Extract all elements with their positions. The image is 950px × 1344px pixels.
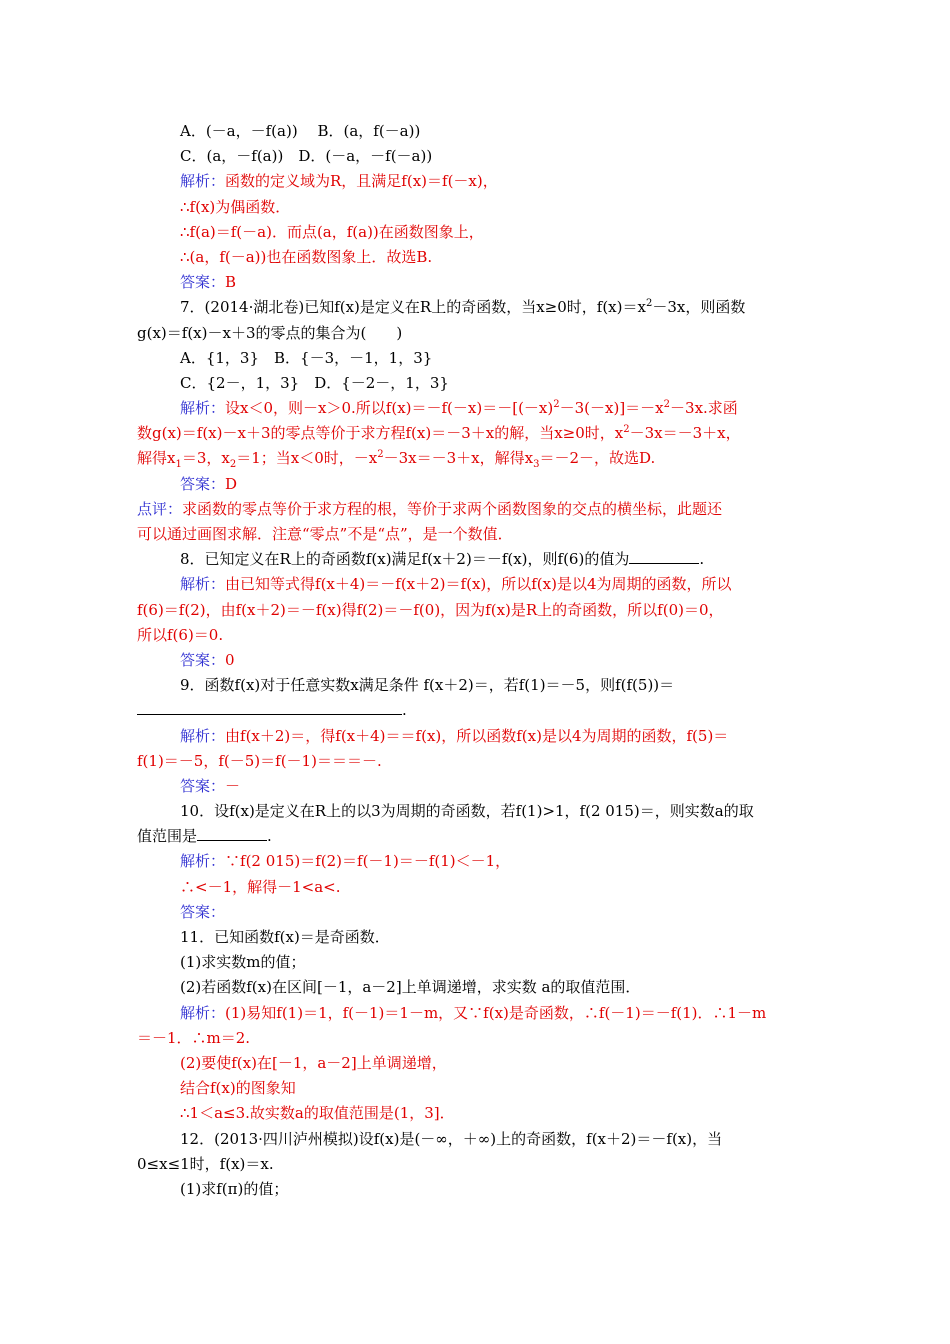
text-line	[137, 572, 817, 597]
section-label: 答案：	[180, 650, 226, 669]
section-label: 答案：	[180, 273, 226, 292]
text-line	[137, 522, 817, 547]
text-line	[137, 169, 817, 194]
text-segment: 值范围是	[137, 827, 198, 846]
text-segment: 所以f(6)＝0.	[137, 625, 224, 644]
text-line	[137, 598, 817, 623]
answer-blank	[137, 698, 402, 715]
text-line	[137, 799, 817, 824]
text-line	[137, 1051, 817, 1076]
text-line	[137, 875, 817, 900]
section-label: 解析：	[180, 399, 226, 418]
text-segment: ∴f(x)为偶函数．	[180, 197, 291, 216]
section-label: 答案：	[180, 902, 226, 921]
answer-blank	[197, 824, 267, 841]
text-segment: 0	[225, 650, 235, 669]
text-segment: ＝－2－，故选D.	[539, 449, 656, 468]
text-line	[137, 1177, 817, 1202]
text-segment: －3x＝－3＋x，	[629, 424, 741, 443]
text-line	[137, 195, 817, 220]
text-line	[137, 547, 817, 572]
text-line	[137, 270, 817, 295]
text-segment: 2	[623, 424, 630, 436]
text-line	[137, 698, 817, 723]
text-line	[137, 1076, 817, 1101]
text-line	[137, 975, 817, 1000]
text-segment: (1)易知f(1)＝1，f(－1)＝1－m，又∵f(x)是奇函数，∴f(－1)＝－f(1)．∴1－m	[225, 1003, 767, 1022]
text-segment: 7．(2014·湖北卷)已知f(x)是定义在R上的奇函数，当x≥0时，f(x)＝x	[180, 298, 646, 317]
text-segment: .	[402, 701, 407, 720]
text-segment: 设x＜0，则－x＞0.所以f(x)＝－f(－x)＝－[(－x)	[225, 399, 554, 418]
text-line	[137, 346, 817, 371]
text-segment: ＝3，x	[181, 449, 230, 468]
section-label: 解析：	[180, 852, 226, 871]
text-line	[137, 321, 817, 346]
text-line	[137, 749, 817, 774]
text-line	[137, 1001, 817, 1026]
text-segment: f(1)＝－5，f(－5)＝f(－1)＝＝＝－.	[137, 751, 382, 770]
text-segment: 2	[663, 399, 671, 411]
text-segment: .	[267, 827, 272, 846]
text-line	[137, 1026, 817, 1051]
text-segment: ∴(a，f(－a))也在函数图象上．故选B.	[180, 247, 433, 266]
text-line	[137, 119, 817, 144]
text-segment: －3(－x)]＝－x	[559, 399, 664, 418]
text-line	[137, 396, 817, 421]
text-segment: (2)若函数f(x)在区间[－1，a－2]上单调递增，求实数 a的取值范围．	[180, 978, 641, 997]
text-segment: －	[225, 776, 241, 795]
text-segment: 0≤x≤1时，f(x)＝x.	[137, 1154, 274, 1173]
answer-blank	[629, 547, 699, 564]
text-line	[137, 220, 817, 245]
text-segment: －3x，则函数	[652, 298, 746, 317]
text-segment: 2	[229, 459, 237, 471]
text-segment: ＝－1．∴m＝2.	[137, 1028, 251, 1047]
text-line	[137, 925, 817, 950]
text-segment: .	[699, 550, 705, 569]
section-label: 解析：	[180, 1003, 226, 1022]
text-line	[137, 849, 817, 874]
text-segment: 8．已知定义在R上的奇函数f(x)满足f(x＋2)＝－f(x)，则f(6)的值为	[180, 550, 630, 569]
text-segment: 求函数的零点等价于求方程的根，等价于求两个函数图象的交点的横坐标，此题还	[182, 499, 723, 518]
text-segment: 数g(x)＝f(x)－x＋3的零点等价于求方程f(x)＝－3＋x的解，当x≥0时，x	[137, 424, 624, 443]
section-label: 点评：	[137, 499, 183, 518]
text-segment: －3x.求函	[670, 399, 738, 418]
text-segment: 解得x	[137, 449, 176, 468]
text-line	[137, 1101, 817, 1126]
text-segment: 9．函数f(x)对于任意实数x满足条件 f(x＋2)＝，若f(1)＝－5，则f(f(5))＝	[180, 676, 675, 695]
document-page	[137, 119, 817, 1202]
text-line	[137, 900, 817, 925]
text-line	[137, 673, 817, 698]
text-line	[137, 421, 817, 446]
text-segment: 由已知等式得f(x＋4)＝－f(x＋2)＝f(x)，所以f(x)是以4为周期的函数，所以	[225, 575, 732, 594]
text-segment: g(x)＝f(x)－x＋3的零点的集合为( )	[137, 323, 403, 342]
text-segment: 10．设f(x)是定义在R上的以3为周期的奇函数，若f(1)>1，f(2 015)＝，则实数a的取	[180, 802, 754, 821]
text-segment: (1)求实数m的值；	[180, 953, 306, 972]
text-line	[137, 623, 817, 648]
text-segment: (1)求f(π)的值；	[180, 1179, 289, 1198]
text-segment: ∴1＜a≤3.故实数a的取值范围是(1，3]．	[180, 1104, 455, 1123]
text-segment: 11．已知函数f(x)＝是奇函数．	[180, 928, 390, 946]
text-segment: A．(－a，－f(a)) B．(a，f(－a))	[180, 122, 421, 140]
text-line	[137, 371, 817, 396]
text-line	[137, 774, 817, 799]
text-segment: f(6)＝f(2)，由f(x＋2)＝－f(x)得f(2)＝－f(0)，因为f(x)是R上的奇函数，所以f(0)＝0，	[137, 600, 724, 619]
text-segment: (2)要使f(x)在[－1，a－2]上单调递增，	[180, 1053, 447, 1072]
text-segment: 函数的定义域为R，且满足f(x)＝f(－x)，	[225, 172, 498, 191]
text-line	[137, 824, 817, 849]
text-segment: －3x＝－3＋x，解得x	[383, 449, 534, 468]
text-line	[137, 295, 817, 320]
text-line	[137, 1127, 817, 1152]
text-line	[137, 724, 817, 749]
text-segment: ∵f(2 015)＝f(2)＝f(－1)＝－f(1)＜－1，	[225, 852, 511, 871]
section-label: 解析：	[180, 726, 226, 745]
text-segment: D	[225, 474, 238, 493]
text-segment: 1	[175, 459, 182, 471]
text-segment: 2	[553, 399, 560, 411]
text-segment: ∴<－1，解得－1<a<.	[180, 877, 341, 896]
text-line	[137, 144, 817, 169]
text-line	[137, 472, 817, 497]
text-line	[137, 1152, 817, 1177]
text-segment: C．{2－，1，3} D．{－2－，1，3}	[180, 373, 449, 392]
text-segment: 12．(2013·四川泸州模拟)设f(x)是(－∞，＋∞)上的奇函数，f(x＋2)＝－f(x)，当	[180, 1129, 723, 1148]
text-line	[137, 648, 817, 673]
section-label: 解析：	[180, 575, 226, 594]
text-segment: 可以通过画图求解．注意“零点”不是“点”，是一个数值．	[137, 525, 513, 543]
text-segment: B	[225, 273, 237, 292]
text-segment: C．(a，－f(a)) D．(－a，－f(－a))	[180, 147, 433, 166]
text-segment: 由f(x＋2)＝，得f(x＋4)＝＝f(x)，所以函数f(x)是以4为周期的函数，f(5)＝	[225, 726, 729, 745]
section-label: 答案：	[180, 776, 226, 795]
text-line	[137, 446, 817, 471]
text-line	[137, 497, 817, 522]
text-segment: 2	[377, 449, 384, 461]
section-label: 解析：	[180, 172, 226, 191]
text-segment: ∴f(a)＝f(－a)．而点(a，f(a))在函数图象上，	[180, 222, 484, 241]
section-label: 答案：	[180, 474, 226, 493]
text-segment: 2	[645, 298, 653, 310]
text-segment: 结合f(x)的图象知	[180, 1079, 296, 1098]
text-line	[137, 950, 817, 975]
text-line	[137, 245, 817, 270]
text-segment: 3	[533, 459, 540, 471]
text-segment: A．{1，3} B．{－3，－1，1，3}	[180, 348, 433, 367]
text-segment: ＝1；当x＜0时，－x	[236, 449, 378, 468]
